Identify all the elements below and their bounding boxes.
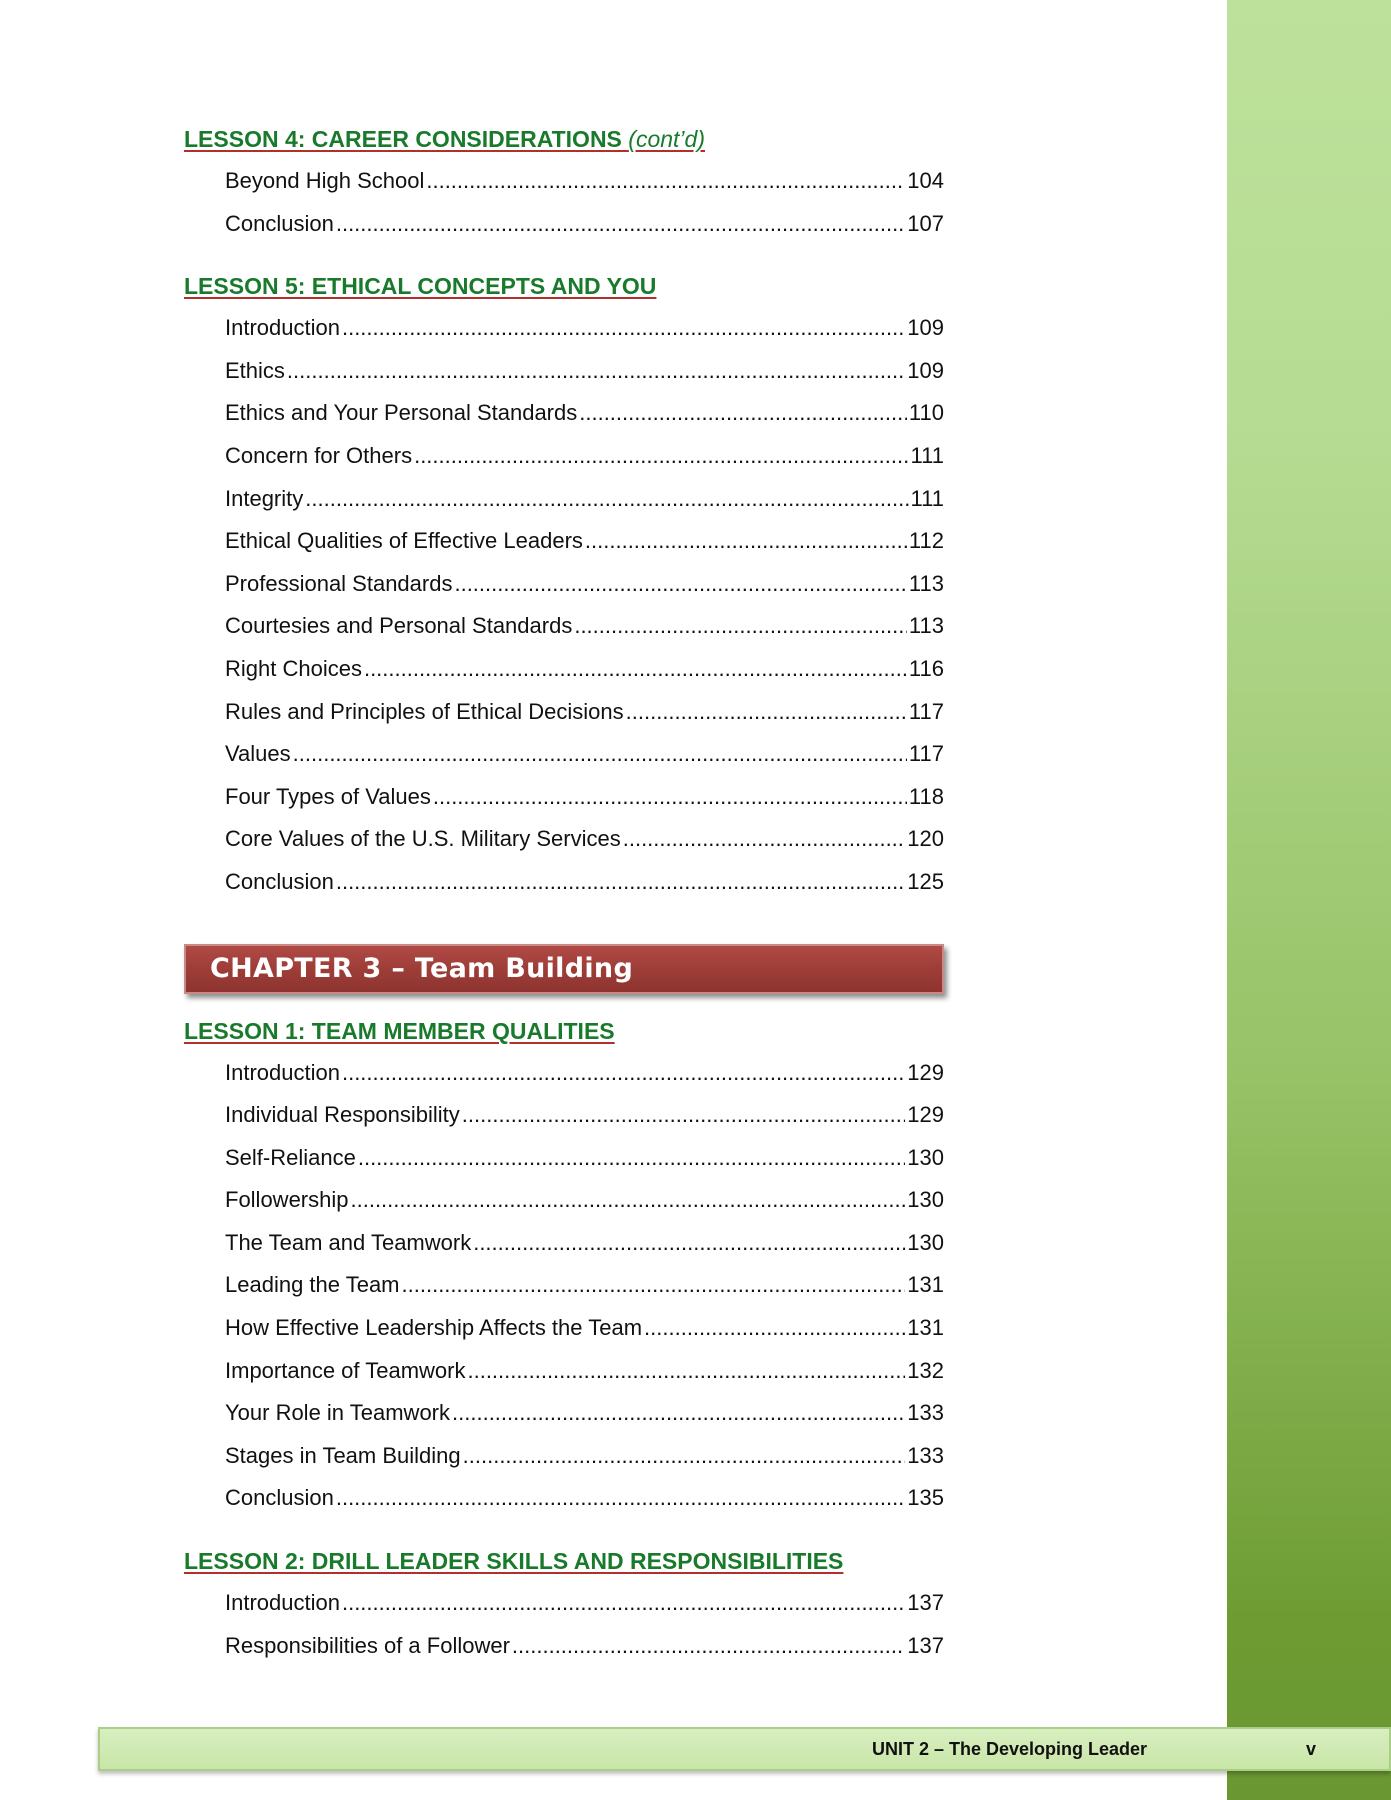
- toc-entry[interactable]: [225, 605, 944, 648]
- lesson-1-entries: [225, 1052, 944, 1521]
- toc-entry-title: Introduction: [225, 1059, 340, 1085]
- lesson-title: LESSON 4: CAREER CONSIDERATIONS: [184, 126, 629, 152]
- toc-entry-page: 129: [907, 1059, 944, 1085]
- toc-entry-title: Right Choices: [225, 655, 362, 681]
- toc-entry-page: 104: [907, 168, 944, 193]
- toc-entry-page: 133: [907, 1400, 944, 1426]
- toc-entry[interactable]: [225, 392, 944, 435]
- toc-entry-page: 130: [907, 1144, 944, 1170]
- toc-entry-page: 109: [907, 357, 944, 383]
- footer-unit-title: UNIT 2 – The Developing Leader: [872, 1739, 1148, 1759]
- lesson-heading-wrap: [184, 1016, 944, 1046]
- toc-entry-page: 117: [908, 698, 944, 724]
- toc-entry[interactable]: [225, 1094, 944, 1137]
- toc-entry-title: Four Types of Values: [225, 783, 431, 809]
- footer-page-number: v: [1306, 1739, 1317, 1759]
- toc-entry-page: 137: [907, 1632, 944, 1658]
- leader-dots: [585, 528, 907, 548]
- leader-dots: [644, 1315, 905, 1335]
- page-footer: [98, 1727, 1391, 1771]
- toc-entry-title: The Team and Teamwork: [225, 1229, 472, 1255]
- leader-dots: [358, 1145, 905, 1165]
- toc-entry-page: 130: [907, 1229, 944, 1255]
- toc-entry[interactable]: [225, 350, 944, 393]
- toc-entry-page: 113: [908, 613, 944, 639]
- toc-entry-title: Self-Reliance: [225, 1144, 356, 1170]
- toc-entry-page: 111: [910, 442, 944, 468]
- toc-entry[interactable]: [225, 478, 944, 521]
- toc-entry-page: 132: [907, 1357, 944, 1383]
- toc-entry-title: Ethical Qualities of Effective Leaders: [225, 528, 583, 554]
- leader-dots: [473, 1230, 905, 1250]
- leader-dots: [342, 1060, 905, 1080]
- toc-entry[interactable]: [225, 1350, 944, 1393]
- leader-dots: [454, 571, 906, 591]
- toc-entry-title: Core Values of the U.S. Military Services: [225, 826, 621, 852]
- toc-entry[interactable]: [225, 1582, 944, 1625]
- toc-entry[interactable]: [225, 1137, 944, 1180]
- toc-entry-title: Ethics: [225, 357, 285, 383]
- toc-entry[interactable]: [225, 1307, 944, 1350]
- lesson-2-heading[interactable]: LESSON 2: DRILL LEADER SKILLS AND RESPONSIBILITIES: [184, 1548, 844, 1575]
- toc-entry-page: 112: [908, 528, 944, 554]
- leader-dots: [462, 1102, 905, 1122]
- toc-entry-title: Professional Standards: [225, 570, 453, 596]
- toc-entry-title: Values: [225, 741, 291, 767]
- leader-dots: [342, 1590, 905, 1610]
- toc-entry[interactable]: [225, 1477, 944, 1520]
- leader-dots: [351, 1187, 906, 1207]
- leader-dots: [623, 826, 906, 846]
- table-of-contents: [184, 124, 944, 1667]
- leader-dots: [287, 358, 905, 378]
- toc-entry[interactable]: [225, 648, 944, 691]
- toc-entry[interactable]: [225, 435, 944, 478]
- toc-entry-page: 130: [907, 1187, 944, 1213]
- lesson-heading-wrap: [184, 271, 944, 301]
- toc-entry-title: Beyond High School: [225, 168, 425, 193]
- toc-entry-page: 107: [907, 210, 944, 236]
- toc-entry-page: 113: [908, 570, 944, 596]
- toc-entry-page: 120: [907, 826, 944, 852]
- toc-entry-title: Responsibilities of a Follower: [225, 1632, 510, 1658]
- toc-entry-title: Introduction: [225, 315, 340, 341]
- lesson-4-heading[interactable]: [184, 124, 705, 154]
- toc-entry[interactable]: [225, 307, 944, 350]
- chapter-title: CHAPTER 3 – Team Building: [210, 952, 634, 984]
- leader-dots: [293, 741, 907, 761]
- toc-entry[interactable]: [225, 861, 944, 904]
- toc-entry-page: 116: [908, 655, 944, 681]
- leader-dots: [336, 869, 905, 889]
- toc-entry-title: Your Role in Teamwork: [225, 1400, 451, 1426]
- leader-dots: [467, 1358, 905, 1378]
- toc-entry[interactable]: [225, 691, 944, 734]
- leader-dots: [452, 1400, 905, 1420]
- toc-entry-page: 131: [907, 1315, 944, 1341]
- toc-entry-page: 118: [908, 783, 944, 809]
- lesson-5-entries: [225, 307, 944, 903]
- toc-entry-title: Rules and Principles of Ethical Decisions: [225, 698, 624, 724]
- toc-entry-title: Ethics and Your Personal Standards: [225, 400, 578, 426]
- toc-entry-title: Conclusion: [225, 210, 334, 236]
- toc-entry[interactable]: [225, 776, 944, 819]
- chapter-3-banner[interactable]: [184, 944, 944, 994]
- leader-dots: [463, 1443, 906, 1463]
- toc-entry[interactable]: [225, 1625, 944, 1668]
- toc-entry-page: 125: [907, 868, 944, 894]
- lesson-heading-wrap: [184, 124, 944, 154]
- leader-dots: [305, 486, 908, 506]
- leader-dots: [336, 211, 905, 231]
- leader-dots: [342, 315, 905, 335]
- toc-entry-title: Conclusion: [225, 868, 334, 894]
- leader-dots: [364, 656, 907, 676]
- toc-entry-page: 135: [907, 1485, 944, 1511]
- lesson-contd-label: (cont’d): [628, 126, 705, 152]
- toc-entry-title: Introduction: [225, 1590, 340, 1616]
- toc-entry[interactable]: [225, 1264, 944, 1307]
- decorative-sidebar: [1227, 0, 1391, 1800]
- toc-entry-page: 117: [908, 741, 944, 767]
- toc-entry-title: Individual Responsibility: [225, 1102, 460, 1128]
- toc-entry-title: Followership: [225, 1187, 349, 1213]
- lesson-heading-wrap: [184, 1546, 944, 1576]
- leader-dots: [414, 443, 908, 463]
- leader-dots: [626, 699, 907, 719]
- toc-entry-page: 129: [907, 1102, 944, 1128]
- toc-entry-title: Conclusion: [225, 1485, 334, 1511]
- toc-entry-title: Leading the Team: [225, 1272, 400, 1298]
- leader-dots: [433, 784, 907, 804]
- toc-entry[interactable]: [225, 1052, 944, 1095]
- toc-entry-page: 109: [907, 315, 944, 341]
- toc-entry[interactable]: [225, 203, 944, 246]
- leader-dots: [512, 1633, 905, 1653]
- toc-entry-title: How Effective Leadership Affects the Team: [225, 1315, 643, 1341]
- toc-entry-page: 131: [907, 1272, 944, 1298]
- lesson-2-entries: [225, 1582, 944, 1667]
- toc-entry[interactable]: [225, 1392, 944, 1435]
- toc-entry-title: Concern for Others: [225, 442, 413, 468]
- toc-entry-page: 111: [910, 485, 944, 511]
- toc-entry[interactable]: [225, 733, 944, 776]
- toc-entry[interactable]: [225, 520, 944, 563]
- toc-entry-page: 133: [907, 1442, 944, 1468]
- toc-entry[interactable]: [225, 818, 944, 861]
- toc-entry-title: Integrity: [225, 485, 304, 511]
- lesson-5-heading[interactable]: LESSON 5: ETHICAL CONCEPTS AND YOU: [184, 273, 657, 300]
- toc-entry[interactable]: [225, 1179, 944, 1222]
- toc-entry-title: Importance of Teamwork: [225, 1357, 466, 1383]
- toc-entry-title: Stages in Team Building: [225, 1442, 461, 1468]
- toc-entry[interactable]: [225, 563, 944, 606]
- leader-dots: [426, 168, 905, 188]
- leader-dots: [579, 400, 907, 420]
- leader-dots: [574, 613, 907, 633]
- toc-entry-title: Courtesies and Personal Standards: [225, 613, 573, 639]
- toc-entry-page: 137: [907, 1590, 944, 1616]
- lesson-4-entries: [225, 160, 944, 245]
- lesson-1-heading[interactable]: LESSON 1: TEAM MEMBER QUALITIES: [184, 1017, 615, 1044]
- leader-dots: [402, 1272, 906, 1292]
- toc-entry[interactable]: [225, 1435, 944, 1478]
- leader-dots: [336, 1485, 905, 1505]
- toc-entry[interactable]: [225, 1222, 944, 1265]
- toc-entry[interactable]: [225, 160, 944, 203]
- toc-entry-page: 110: [908, 400, 944, 426]
